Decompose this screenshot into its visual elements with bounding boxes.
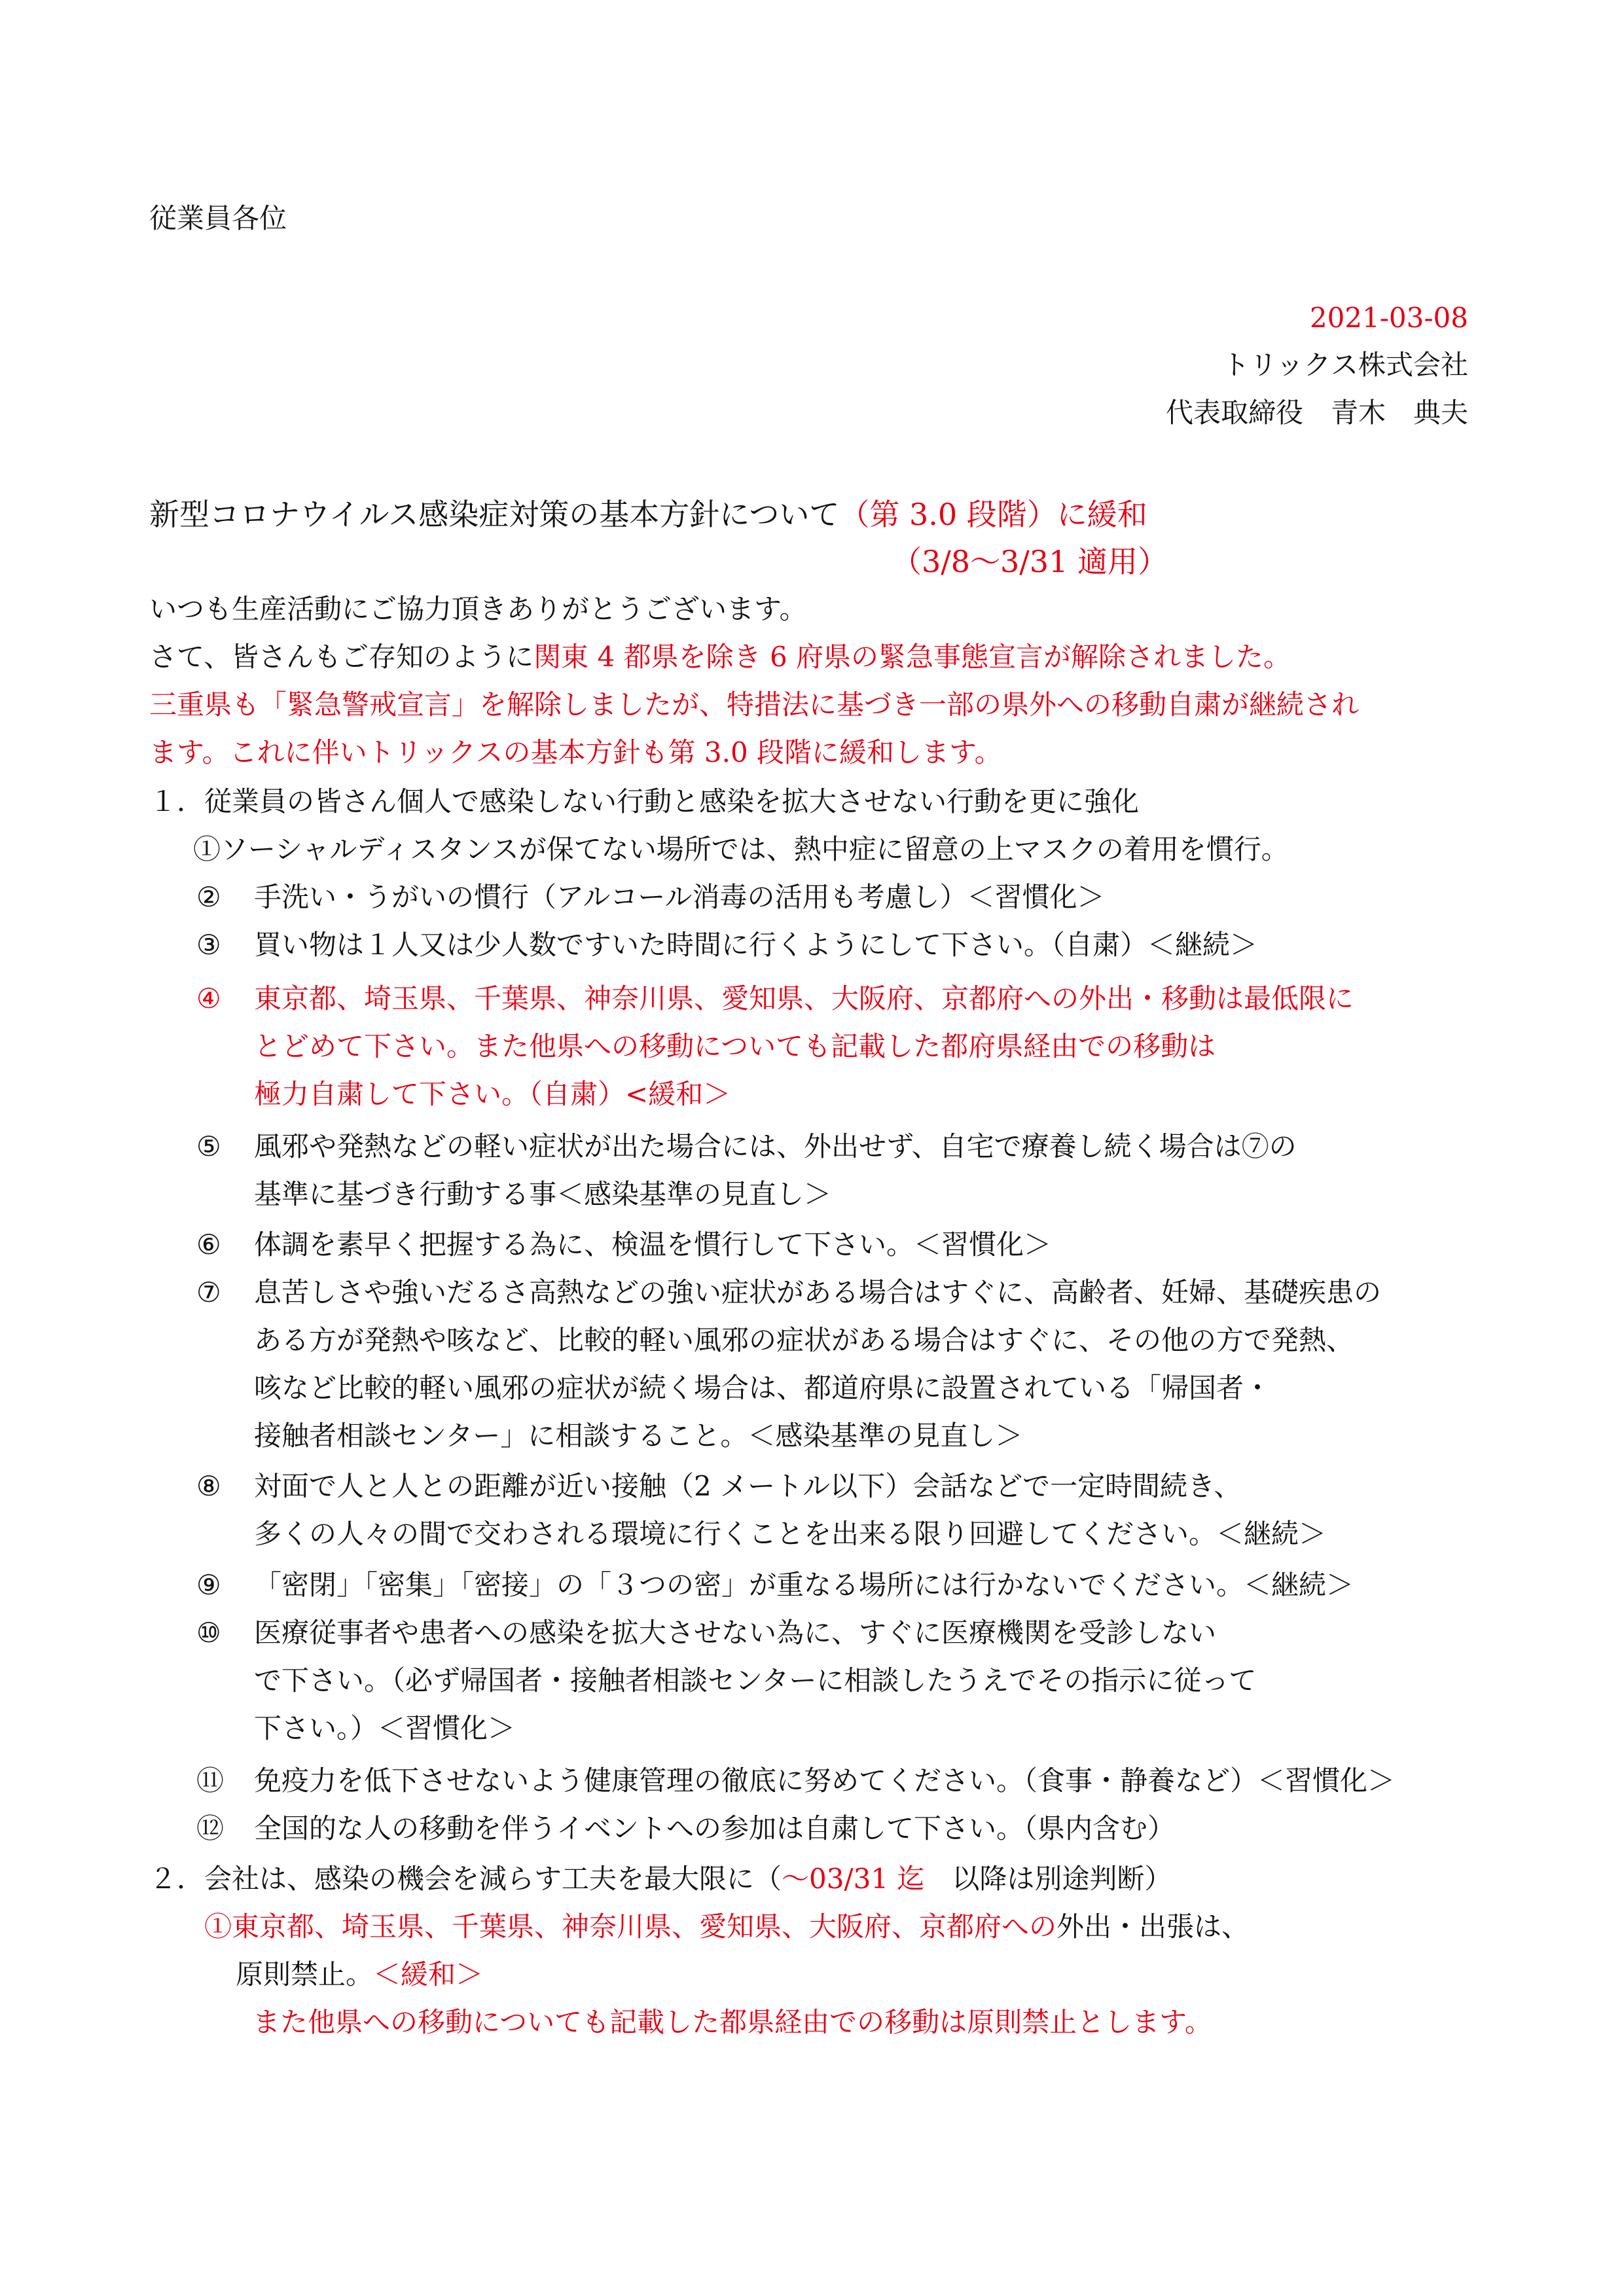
item-3-number: ③ xyxy=(196,929,221,961)
section-1-heading: １．従業員の皆さん個人で感染しない行動と感染を拡大させない行動を更に強化 xyxy=(149,785,1140,817)
item-5-number: ⑤ xyxy=(196,1130,221,1162)
signatory: 代表取締役 青木 典夫 xyxy=(1165,397,1468,429)
item-4-number: ④ xyxy=(196,982,221,1014)
item-5-line-1: 風邪や発熱などの軽い症状が出た場合には、外出せず、自宅で療養し続く場合は⑦の xyxy=(254,1130,1297,1162)
item-4-line-3: 極力自粛して下さい。（自粛）<緩和＞ xyxy=(254,1078,731,1110)
item-9-number: ⑨ xyxy=(196,1569,221,1601)
title-stage: （第 3.0 段階）に緩和 xyxy=(839,497,1147,532)
intro-line-1: いつも生産活動にご協力頂きありがとうございます。 xyxy=(149,593,807,625)
item-10-number: ⑩ xyxy=(196,1617,221,1649)
item-10-line-1: 医療従事者や患者への感染を拡大させない為に、すぐに医療機関を受診しない xyxy=(254,1617,1217,1649)
item-12-number: ⑫ xyxy=(196,1812,225,1844)
item-5-line-2: 基準に基づき行動する事＜感染基準の見直し＞ xyxy=(254,1178,832,1210)
section-2-item-1-prefectures: 東京都、埼玉県、千葉県、神奈川県、愛知県、大阪府、京都府への xyxy=(232,1910,1057,1943)
intro-line-2 xyxy=(149,639,1291,675)
list-item-1 xyxy=(193,831,1289,868)
section-2-item-1-ban: 原則禁止。 xyxy=(236,1958,374,1990)
item-11-number: ⑪ xyxy=(196,1765,225,1797)
item-4-line-2: とどめて下さい。また他県への移動についても記載した都府県経由での移動は xyxy=(254,1030,1216,1062)
intro-line-4: ます。これに伴いトリックスの基本方針も第 3.0 段階に緩和します。 xyxy=(149,736,1002,768)
item-7-line-3: 咳など比較的軽い風邪の症状が続く場合は、都道府県に設置されている「帰国者・ xyxy=(254,1372,1272,1404)
item-10-line-2: で下さい。（必ず帰国者・接触者相談センターに相談したうえでその指示に従って xyxy=(254,1664,1257,1696)
item-8-line-2: 多くの人々の間で交わされる環境に行くことを出来る限り回避してください。＜継続＞ xyxy=(254,1518,1327,1550)
item-3-line-1: 買い物は１人又は少人数ですいた時間に行くようにして下さい。（自粛）＜継続＞ xyxy=(254,929,1258,961)
section-2-item-1-line-3: また他県への移動についても記載した都県経由での移動は原則禁止とします。 xyxy=(253,2006,1212,2038)
issue-date: 2021-03-08 xyxy=(1309,302,1468,334)
item-1-line-1: ソーシャルディスタンスが保てない場所では、熱中症に留意の上マスクの着用を慣行。 xyxy=(221,833,1289,865)
company-name: トリックス株式会社 xyxy=(1222,349,1468,381)
item-6-number: ⑥ xyxy=(196,1229,221,1261)
item-7-line-2: ある方が発熱や咳など、比較的軽い風邪の症状がある場合はすぐに、その他の方で発熱、 xyxy=(254,1324,1354,1356)
item-6-line-1: 体調を素早く把握する為に、検温を慣行して下さい。＜習慣化＞ xyxy=(254,1229,1052,1261)
item-8-line-1: 対面で人と人との距離が近い接触（2 メートル以下）会話などで一定時間続き、 xyxy=(254,1470,1242,1502)
item-1-number: ① xyxy=(193,833,221,865)
title-main: 新型コロナウイルス感染症対策の基本方針について xyxy=(149,497,840,532)
intro-line-2-red: 関東 4 都県を除き 6 府県の緊急事態宣言が解除されました。 xyxy=(533,641,1291,673)
item-2-line-1: 手洗い・うがいの慣行（アルコール消毒の活用も考慮し）＜習慣化＞ xyxy=(254,881,1105,913)
section-2-item-1-action: 外出・出張は、 xyxy=(1056,1910,1250,1943)
section-2-heading-suffix: 以降は別途判断） xyxy=(924,1863,1172,1895)
item-11-line-1: 免疫力を低下させないよう健康管理の徹底に努めてください。（食事・静養など）＜習慣化＞ xyxy=(254,1765,1396,1797)
item-12-line-1: 全国的な人の移動を伴うイベントへの参加は自粛して下さい。（県内含む） xyxy=(254,1812,1176,1844)
addressee: 従業員各位 xyxy=(149,202,287,234)
section-2-item-1-line-2 xyxy=(236,1956,483,1993)
item-4-line-1: 東京都、埼玉県、千葉県、神奈川県、愛知県、大阪府、京都府への外出・移動は最低限に xyxy=(254,982,1354,1014)
section-2-item-1-line-1 xyxy=(204,1909,1249,1945)
item-7-number: ⑦ xyxy=(196,1276,221,1308)
item-7-line-4: 接触者相談センター」に相談すること。＜感染基準の見直し＞ xyxy=(254,1420,1023,1452)
intro-line-2-prefix: さて、皆さんもご存知のように xyxy=(149,641,534,673)
section-2-heading-deadline: ～03/31 迄 xyxy=(782,1863,925,1895)
item-9-line-1: 「密閉」「密集」「密接」の「３つの密」が重なる場所には行かないでください。＜継続＞ xyxy=(254,1569,1354,1601)
section-2-heading xyxy=(149,1861,1172,1897)
intro-line-3: 三重県も「緊急警戒宣言」を解除しましたが、特措法に基づき一部の県外への移動自粛が継続され xyxy=(149,689,1360,721)
section-2-heading-prefix: ２．会社は、感染の機会を減らす工夫を最大限に（ xyxy=(149,1863,782,1895)
document-title xyxy=(149,496,1147,533)
item-10-line-3: 下さい。）＜習慣化＞ xyxy=(254,1712,516,1744)
section-2-item-1-number: ① xyxy=(204,1910,232,1943)
section-2-item-1-status: ＜緩和＞ xyxy=(373,1958,484,1990)
title-period: （3/8～3/31 適用） xyxy=(892,544,1168,579)
item-7-line-1: 息苦しさや強いだるさ高熱などの強い症状がある場合はすぐに、高齢者、妊婦、基礎疾患の xyxy=(254,1276,1382,1308)
item-2-number: ② xyxy=(196,881,221,913)
item-8-number: ⑧ xyxy=(196,1470,221,1502)
